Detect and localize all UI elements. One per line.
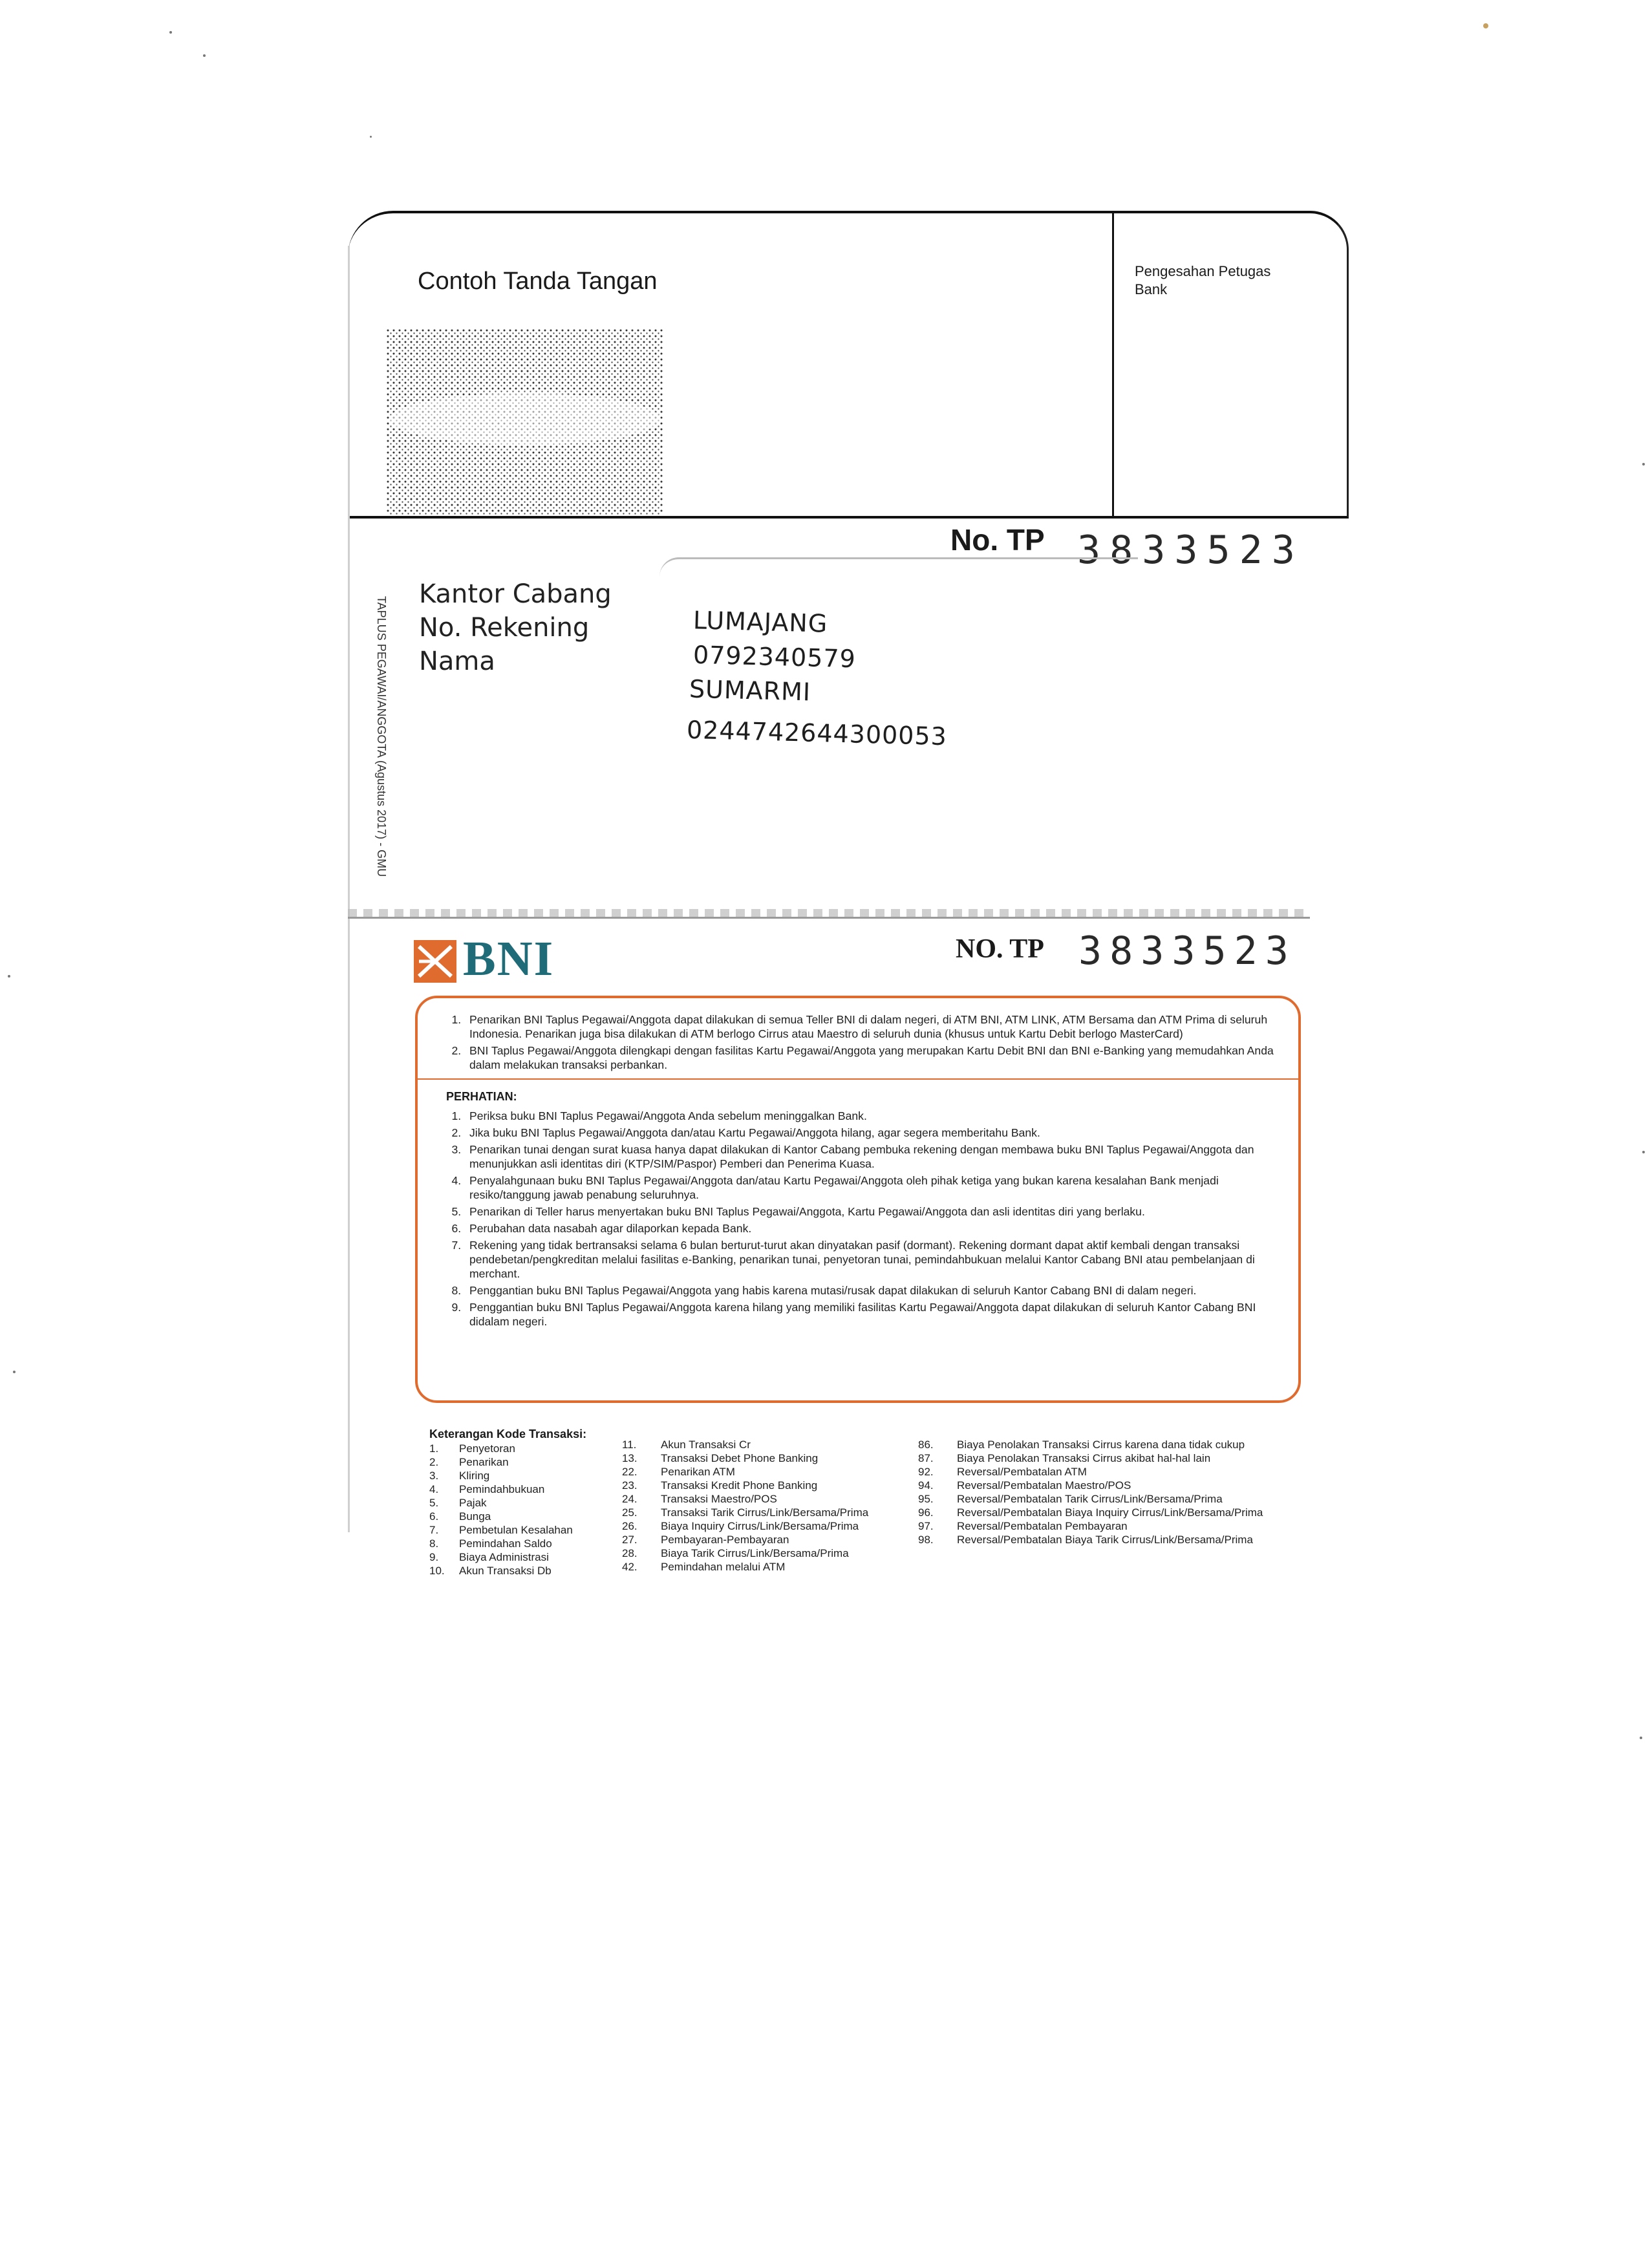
code-number: 11. <box>622 1439 637 1451</box>
code-number: 24. <box>622 1493 638 1505</box>
code-number: 8. <box>429 1537 439 1550</box>
code-number: 6. <box>429 1510 439 1523</box>
perhatian-item: 3. Penarikan tunai dengan surat kuasa hanya dapat dilakukan di Kantor Cabang pembuka rekening dengan membawa buku BNI Taplus Pegawai/Anggota dan menunjukkan asli identitas diri (KTP/SIM/Paspor) Pemberi dan Penerima Kuasa. <box>464 1142 1280 1171</box>
code-number: 25. <box>622 1506 638 1519</box>
tp-label-top: No. TP <box>950 523 1045 557</box>
code-number: 94. <box>918 1479 934 1492</box>
code-row <box>429 1469 623 1482</box>
code-row <box>429 1523 623 1537</box>
code-desc: Akun Transaksi Db <box>459 1565 552 1577</box>
info-item: 2. BNI Taplus Pegawai/Anggota dilengkapi dengan fasilitas Kartu Pegawai/Anggota yang merupakan Kartu Debit BNI dan BNI e-Banking yang memudahkan Anda dalam melakukan transaksi perbankan. <box>464 1043 1280 1072</box>
codes-column-3 <box>918 1438 1319 1546</box>
value-account: 0792340579 <box>692 640 857 674</box>
perhatian-list <box>436 1109 1280 1329</box>
tp-number-top: 3833523 <box>1077 528 1304 573</box>
code-row <box>622 1560 906 1574</box>
code-row <box>918 1519 1319 1533</box>
code-desc: Reversal/Pembatalan Tarik Cirrus/Link/Bersama/Prima <box>957 1493 1223 1505</box>
code-number: 9. <box>429 1551 439 1563</box>
code-desc: Pemindahan melalui ATM <box>661 1561 786 1573</box>
code-row <box>918 1533 1319 1546</box>
code-row <box>622 1451 906 1465</box>
code-row <box>429 1537 623 1550</box>
code-number: 95. <box>918 1493 934 1505</box>
code-row <box>918 1451 1319 1465</box>
code-desc: Penarikan ATM <box>661 1466 735 1478</box>
code-desc: Transaksi Kredit Phone Banking <box>661 1479 818 1492</box>
code-number: 86. <box>918 1439 934 1451</box>
scan-speck <box>1483 23 1488 28</box>
code-desc: Biaya Penolakan Transaksi Cirrus karena dana tidak cukup <box>957 1439 1245 1451</box>
perhatian-item: 7. Rekening yang tidak bertransaksi selama 6 bulan berturut-turut akan dinyatakan pasif (dormant). Rekening dormant dapat aktif kembali dengan transaksi pendebetan/pengkreditan melalui fasilitas e-Banking, penarikan tunai, penyetoran tunai, pemindahbukuan melalui Kantor Cabang BNI atau pembelanjaan di merchant. <box>464 1238 1280 1281</box>
perforation-edge <box>348 917 1310 919</box>
code-row <box>429 1496 623 1510</box>
code-number: 92. <box>918 1466 934 1478</box>
bni-logo-mark <box>414 940 456 983</box>
code-number: 4. <box>429 1483 439 1495</box>
code-number: 87. <box>918 1452 934 1464</box>
code-number: 23. <box>622 1479 638 1492</box>
code-desc: Reversal/Pembatalan Biaya Tarik Cirrus/Link/Bersama/Prima <box>957 1534 1253 1546</box>
signature-security-pattern <box>387 323 663 515</box>
signature-title: Contoh Tanda Tangan <box>418 268 658 295</box>
code-number: 5. <box>429 1497 439 1509</box>
scan-speck <box>370 136 372 138</box>
code-desc: Reversal/Pembatalan Maestro/POS <box>957 1479 1131 1492</box>
code-row <box>622 1546 906 1560</box>
code-number: 10. <box>429 1565 445 1577</box>
perhatian-item: 9. Penggantian buku BNI Taplus Pegawai/Anggota karena hilang yang memiliki fasilitas Kartu Pegawai/Anggota dapat dilakukan di seluruh Kantor Cabang BNI didalam negeri. <box>464 1300 1280 1329</box>
code-number: 98. <box>918 1534 934 1546</box>
code-desc: Reversal/Pembatalan Pembayaran <box>957 1520 1128 1532</box>
bni-logo-text: BNI <box>463 932 555 986</box>
side-note-text: TAPLUS PEGAWAI/ANGGOTA (Agustus 2017) - GMU <box>375 596 388 877</box>
codes-column-2 <box>622 1438 906 1574</box>
code-desc: Pemindahbukuan <box>459 1483 545 1495</box>
code-desc: Transaksi Tarik Cirrus/Link/Bersama/Prima <box>661 1506 869 1519</box>
code-number: 97. <box>918 1520 934 1532</box>
value-branch: LUMAJANG <box>692 606 828 638</box>
code-row <box>622 1519 906 1533</box>
label-account: No. Rekening <box>419 613 590 643</box>
code-desc: Pembetulan Kesalahan <box>459 1524 573 1536</box>
perhatian-item: 4. Penyalahgunaan buku BNI Taplus Pegawai/Anggota dan/atau Kartu Pegawai/Anggota oleh pihak ketiga yang bukan karena kesalahan Bank menjadi resiko/tanggung jawab penabung seluruhnya. <box>464 1173 1280 1202</box>
code-row <box>429 1564 623 1578</box>
scan-speck <box>13 1371 16 1373</box>
code-row <box>918 1465 1319 1479</box>
code-desc: Bunga <box>459 1510 491 1523</box>
code-desc: Biaya Inquiry Cirrus/Link/Bersama/Prima <box>661 1520 859 1532</box>
scan-speck <box>1642 1151 1645 1153</box>
code-row <box>622 1492 906 1506</box>
code-desc: Pemindahan Saldo <box>459 1537 552 1550</box>
code-desc: Reversal/Pembatalan Biaya Inquiry Cirrus/Link/Bersama/Prima <box>957 1506 1263 1519</box>
code-row <box>622 1438 906 1451</box>
code-row <box>429 1510 623 1523</box>
code-desc: Pembayaran-Pembayaran <box>661 1534 789 1546</box>
code-desc: Transaksi Debet Phone Banking <box>661 1452 819 1464</box>
code-number: 28. <box>622 1547 638 1559</box>
code-number: 2. <box>429 1456 439 1468</box>
tp-number-bottom: 3833523 <box>1078 928 1296 974</box>
code-desc: Biaya Tarik Cirrus/Link/Bersama/Prima <box>661 1547 849 1559</box>
scan-speck <box>203 54 206 57</box>
code-desc: Pajak <box>459 1497 487 1509</box>
code-desc: Biaya Administrasi <box>459 1551 549 1563</box>
code-row <box>918 1506 1319 1519</box>
code-row <box>429 1550 623 1564</box>
code-number: 7. <box>429 1524 439 1536</box>
bni-logo <box>414 932 582 987</box>
perhatian-item: 2. Jika buku BNI Taplus Pegawai/Anggota dan/atau Kartu Pegawai/Anggota hilang, agar segera memberitahu Bank. <box>464 1126 1280 1140</box>
value-extra: 0244742644300053 <box>686 715 948 751</box>
code-row <box>622 1465 906 1479</box>
code-row <box>622 1506 906 1519</box>
code-desc: Penarikan <box>459 1456 509 1468</box>
scan-speck <box>169 31 172 34</box>
info-list <box>436 1012 1280 1072</box>
codes-column-1 <box>429 1442 623 1578</box>
code-row <box>429 1482 623 1496</box>
code-number: 22. <box>622 1466 638 1478</box>
approval-label: Pengesahan Petugas Bank <box>1135 263 1271 297</box>
info-item: 1. Penarikan BNI Taplus Pegawai/Anggota dapat dilakukan di semua Teller BNI di dalam negeri, di ATM BNI, ATM LINK, ATM Bersama dan ATM Prima di seluruh Indonesia. Penarikan juga bisa dilakukan di ATM berlogo Cirrus atau Maestro di seluruh dunia (khusus untuk Kartu Debit berlogo MasterCard) <box>464 1012 1280 1041</box>
label-name: Nama <box>419 647 495 676</box>
code-number: 13. <box>622 1452 638 1464</box>
perhatian-item: 6. Perubahan data nasabah agar dilaporkan kepada Bank. <box>464 1221 1280 1236</box>
code-number: 96. <box>918 1506 934 1519</box>
code-number: 1. <box>429 1442 439 1455</box>
code-row <box>918 1492 1319 1506</box>
side-note <box>366 596 392 893</box>
info-divider <box>418 1078 1298 1080</box>
code-row <box>622 1533 906 1546</box>
codes-title: Keterangan Kode Transaksi: <box>429 1428 587 1440</box>
panel-divider <box>1112 213 1114 517</box>
code-number: 42. <box>622 1561 638 1573</box>
code-desc: Kliring <box>459 1470 490 1482</box>
info-box <box>415 996 1301 1403</box>
code-desc: Biaya Penolakan Transaksi Cirrus akibat hal-hal lain <box>957 1452 1211 1464</box>
code-row <box>918 1438 1319 1451</box>
code-number: 27. <box>622 1534 638 1546</box>
perhatian-item: 8. Penggantian buku BNI Taplus Pegawai/Anggota yang habis karena mutasi/rusak dapat dilakukan di seluruh Kantor Cabang BNI di dalam negeri. <box>464 1283 1280 1298</box>
code-number: 26. <box>622 1520 638 1532</box>
code-number: 3. <box>429 1470 439 1482</box>
code-row <box>622 1479 906 1492</box>
perhatian-item: 1. Periksa buku BNI Taplus Pegawai/Anggota Anda sebelum meninggalkan Bank. <box>464 1109 1280 1123</box>
card-edge <box>348 246 350 1532</box>
scan-speck <box>1640 1737 1642 1739</box>
label-branch: Kantor Cabang <box>419 579 612 609</box>
perhatian-item: 5. Penarikan di Teller harus menyertakan buku BNI Taplus Pegawai/Anggota, Kartu Pegawai/Anggota dan asli identitas diri yang berlaku. <box>464 1204 1280 1219</box>
tp-label-bottom: NO. TP <box>956 934 1044 964</box>
code-row <box>429 1455 623 1469</box>
scan-speck <box>1642 463 1645 465</box>
value-name: SUMARMI <box>689 674 811 707</box>
perhatian-title: PERHATIAN: <box>446 1090 517 1103</box>
code-desc: Akun Transaksi Cr <box>661 1439 751 1451</box>
code-desc: Transaksi Maestro/POS <box>661 1493 777 1505</box>
code-desc: Reversal/Pembatalan ATM <box>957 1466 1087 1478</box>
code-desc: Penyetoran <box>459 1442 515 1455</box>
code-row <box>429 1442 623 1455</box>
code-row <box>918 1479 1319 1492</box>
scan-speck <box>8 975 10 978</box>
